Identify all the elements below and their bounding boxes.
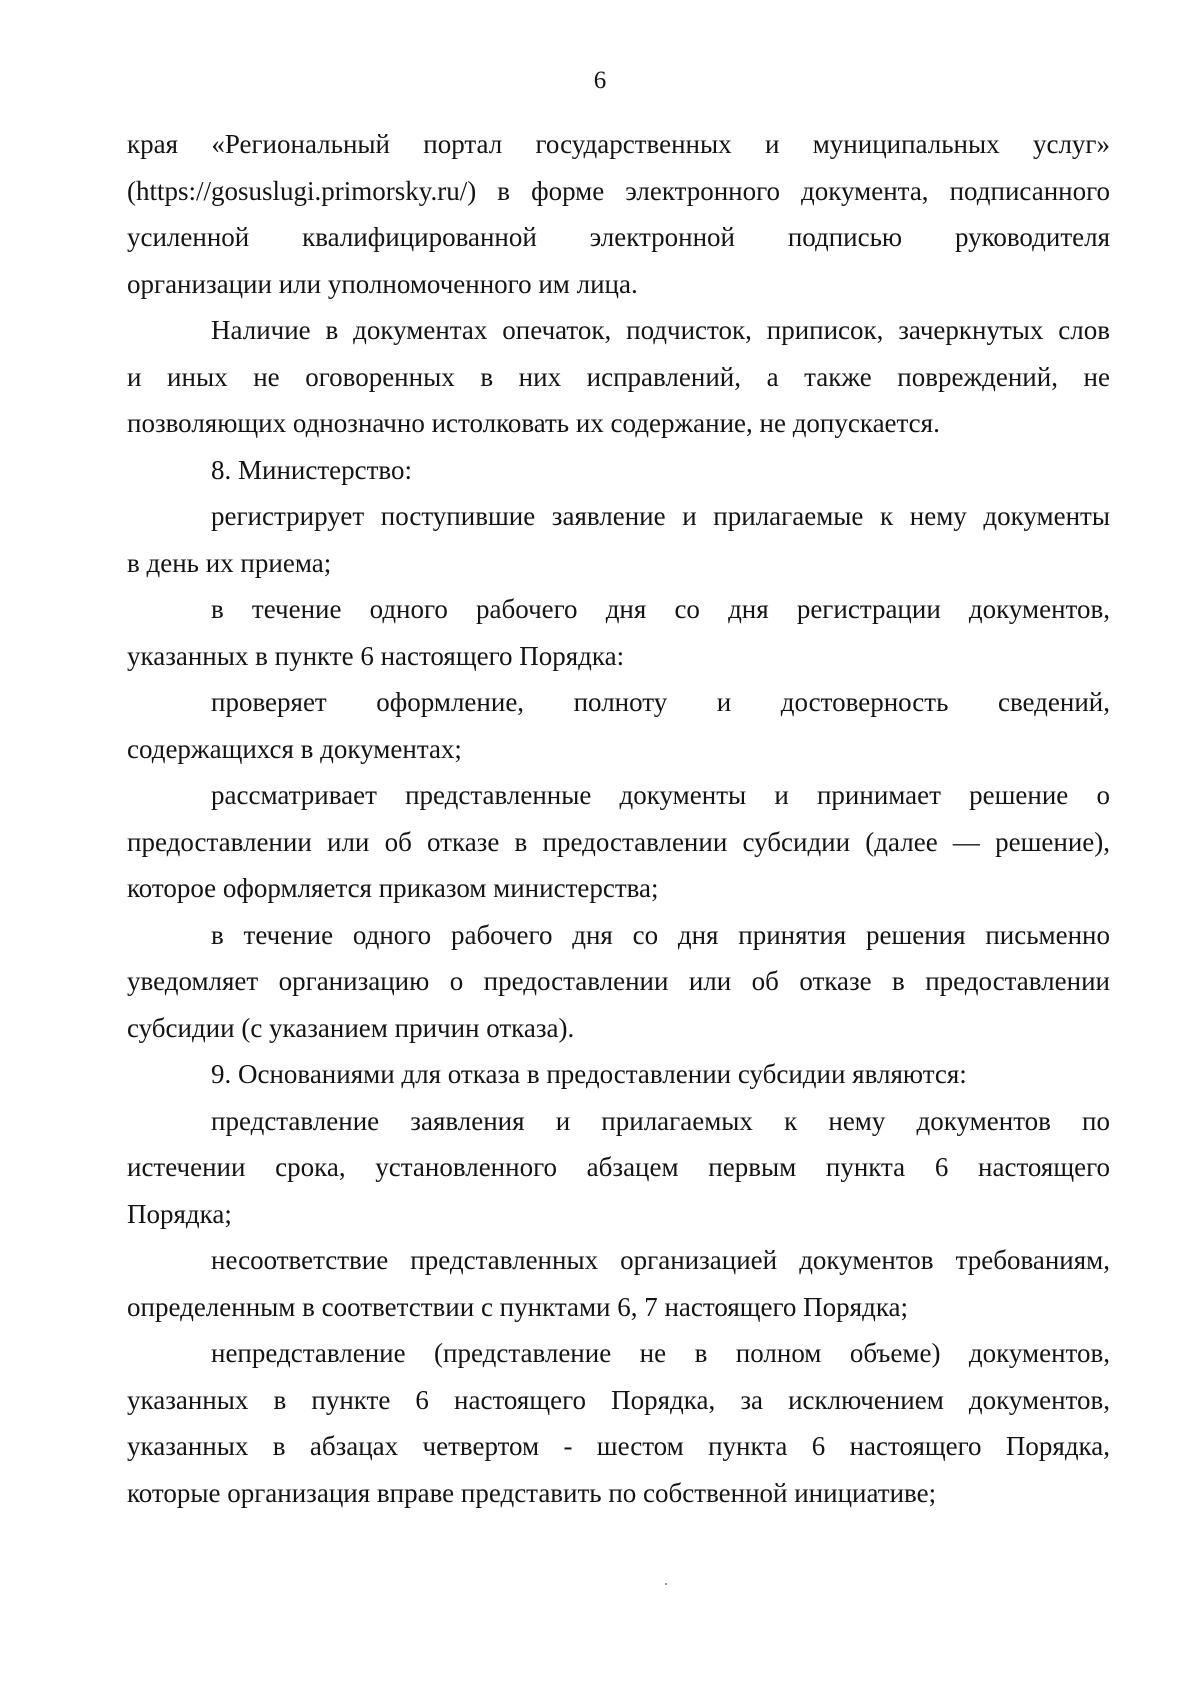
text-line: рассматривает представленные документы и принимает решение о <box>211 780 1110 810</box>
text-line: представление заявления и прилагаемых к нему документов по <box>211 1105 1110 1136</box>
text-line: (https://gosuslugi.primorsky.ru/) в форме электронного документа, подписанного <box>127 175 1110 206</box>
document-body <box>127 121 1110 1516</box>
scan-speck <box>665 1583 667 1585</box>
text-line: субсидии (с указанием причин отказа). <box>127 1012 575 1043</box>
text-line: которое оформляется приказом министерства; <box>127 873 659 903</box>
text-line: в течение одного рабочего дня со дня принятия решения письменно <box>211 919 1110 950</box>
text-line: проверяет оформление, полноту и достоверность сведений, <box>211 687 1110 717</box>
page-number: 6 <box>593 67 607 94</box>
text-line: содержащихся в документах; <box>127 733 462 764</box>
text-line: усиленной квалифицированной электронной подписью руководителя <box>127 222 1110 252</box>
text-line: позволяющих однозначно истолковать их содержание, не допускается. <box>127 408 940 438</box>
text-line: несоответствие представленных организацией документов требованиям, <box>211 1245 1110 1275</box>
text-line: Порядка; <box>127 1198 232 1229</box>
text-line: организации или уполномоченного им лица. <box>127 268 638 299</box>
text-line: которые организация вправе представить по собственной инициативе; <box>127 1477 937 1508</box>
text-line: указанных в пункте 6 настоящего Порядка: <box>127 640 625 671</box>
text-line: уведомляет организацию о предоставлении или об отказе в предоставлении <box>127 966 1110 996</box>
text-line: и иных не оговоренных в них исправлений, а также повреждений, не <box>127 361 1110 392</box>
text-line: непредставление (представление не в полном объеме) документов, <box>211 1338 1110 1368</box>
text-line: указанных в абзацах четвертом - шестом пункта 6 настоящего Порядка, <box>127 1431 1110 1461</box>
text-line: края «Региональный портал государственных и муниципальных услуг» <box>127 129 1110 159</box>
text-line: предоставлении или об отказе в предоставлении субсидии (далее — решение), <box>127 826 1110 857</box>
text-line: 9. Основаниями для отказа в предоставлении субсидии являются: <box>211 1059 967 1089</box>
text-line: указанных в пункте 6 настоящего Порядка, за исключением документов, <box>127 1384 1110 1415</box>
text-line: в течение одного рабочего дня со дня регистрации документов, <box>211 594 1110 624</box>
text-line: в день их приема; <box>127 547 332 578</box>
text-line: Наличие в документах опечаток, подчисток, приписок, зачеркнутых слов <box>211 315 1110 345</box>
text-line: 8. Министерство: <box>211 454 412 485</box>
text-line: истечении срока, установленного абзацем первым пункта 6 настоящего <box>127 1152 1110 1182</box>
text-line: регистрирует поступившие заявление и прилагаемые к нему документы <box>211 501 1110 531</box>
text-line: определенным в соответствии с пунктами 6, 7 настоящего Порядка; <box>127 1291 909 1322</box>
